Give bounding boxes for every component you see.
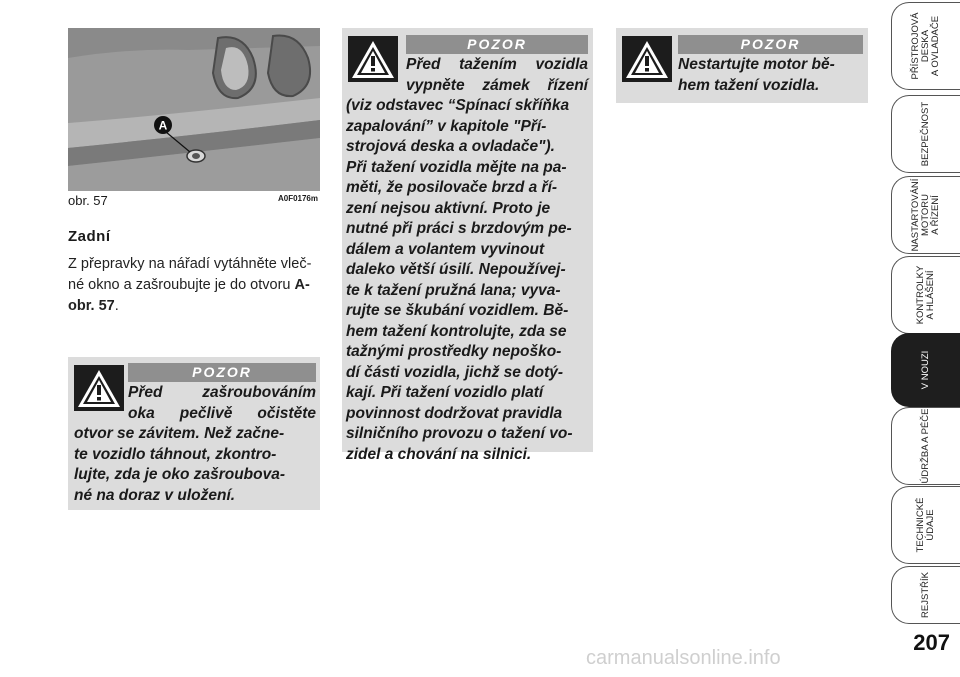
tow-hook-illustration xyxy=(68,28,320,191)
nav-tab-rejstrik[interactable] xyxy=(891,566,960,624)
warning-box-2 xyxy=(342,28,593,463)
warning-line: Nestartujte motor bě- xyxy=(678,56,835,73)
warning-box-1 xyxy=(68,357,320,510)
nav-tab-kontrolky[interactable] xyxy=(891,256,960,334)
figure-image xyxy=(68,28,320,191)
nav-tab-label: NASTARTOVÁNÍ MOTORU A ŘÍZENÍ xyxy=(910,178,941,252)
page-number: 207 xyxy=(913,630,950,655)
warning-line: te k tažení pružná lana; vyva- xyxy=(346,281,561,299)
body-ref-a: A- xyxy=(294,277,310,293)
nav-tab-pristrojova-deska[interactable] xyxy=(891,2,960,90)
warning-line: otvor se závitem. Než začne- xyxy=(74,425,285,442)
nav-tab-label: ÚDRŽBA A PÉČE xyxy=(920,408,931,484)
warning-icon xyxy=(622,36,672,82)
warning-line: silničního provozu o tažení vo- xyxy=(346,425,573,442)
warning-line: měti, že posilovače brzd a ří- xyxy=(346,179,558,196)
nav-tab-technicke-udaje[interactable] xyxy=(891,486,960,564)
nav-tab-label: BEZPEČNOST xyxy=(920,101,931,167)
warning-line: oka pečlivě očistěte xyxy=(128,404,316,422)
warning-box-3 xyxy=(616,28,868,103)
figure-marker: A xyxy=(158,118,168,133)
warning-line: zapalování” v kapitole "Pří- xyxy=(346,117,547,135)
warning-line: né na doraz v uložení. xyxy=(74,486,236,504)
warning-line: daleko větší úsilí. Nepoužívej- xyxy=(346,261,566,278)
warning-title: POZOR xyxy=(128,363,316,382)
nav-tab-label: V NOUZI xyxy=(920,350,931,390)
warning-line: rujte se škubání vozidlem. Bě- xyxy=(346,302,569,319)
warning-line: zidel a chování na silnici. xyxy=(346,445,532,463)
warning-line: hem tažení kontrolujte, zda se xyxy=(346,322,567,340)
body-end: . xyxy=(114,298,119,314)
nav-tab-label: PŘÍSTROJOVÁ DESKA A OVLADAČE xyxy=(910,12,941,80)
warning-line: zení nejsou aktivní. Proto je xyxy=(346,199,551,217)
warning-icon xyxy=(348,36,398,82)
warning-line: vypněte zámek řízení xyxy=(406,76,588,94)
warning-icon xyxy=(74,365,124,411)
nav-tab-v-nouzi[interactable] xyxy=(891,333,960,407)
figure-code: A0F0176m xyxy=(277,194,318,203)
warning-line: strojová deska a ovladače"). xyxy=(346,138,555,155)
body-line-2: né okno a zašroubujte je do otvoru xyxy=(68,277,295,293)
warning-line: tažnými prostředky nepoško- xyxy=(346,343,562,360)
warning-title: POZOR xyxy=(678,35,863,54)
warning-line: dí části vozidla, jichž se dotý- xyxy=(346,363,564,381)
warning-line: povinnost dodržovat pravidla xyxy=(346,404,563,422)
body-ref-fig: obr. 57 xyxy=(68,298,115,314)
warning-title: POZOR xyxy=(406,35,588,54)
nav-tab-bezpecnost[interactable] xyxy=(891,95,960,173)
warning-line: Při tažení vozidla mějte na pa- xyxy=(346,158,567,176)
warning-line: nutné při práci s brzdovým pe- xyxy=(346,220,572,237)
figure-caption xyxy=(68,193,320,211)
warning-line: lujte, zda je oko zašroubova- xyxy=(74,466,286,483)
body-line-1: Z přepravky na nářadí vytáhněte vleč- xyxy=(68,256,312,272)
warning-line: Před zašroubováním xyxy=(128,384,316,401)
nav-tab-label: KONTROLKY A HLÁŠENÍ xyxy=(915,265,936,325)
warning-line: Před tažením vozidla xyxy=(406,56,588,73)
nav-tab-udrzba[interactable] xyxy=(891,407,960,485)
warning-line: hem tažení vozidla. xyxy=(678,76,820,94)
section-body xyxy=(68,254,324,317)
warning-line: kají. Při tažení vozidlo platí xyxy=(346,384,544,401)
nav-tab-label: TECHNICKÉ ÚDAJE xyxy=(915,497,936,553)
warning-line: dálem a volantem vyvinout xyxy=(346,240,545,258)
warning-line: (viz odstavec “Spínací skříňka xyxy=(346,97,570,114)
nav-tab-label: REJSTŘÍK xyxy=(920,572,931,618)
figure-label: obr. 57 xyxy=(68,193,108,208)
nav-tab-nastartovani[interactable] xyxy=(891,176,960,254)
warning-line: te vozidlo táhnout, zkontro- xyxy=(74,445,277,463)
watermark: carmanualsonline.info xyxy=(586,647,781,669)
section-heading: Zadní xyxy=(68,228,111,245)
